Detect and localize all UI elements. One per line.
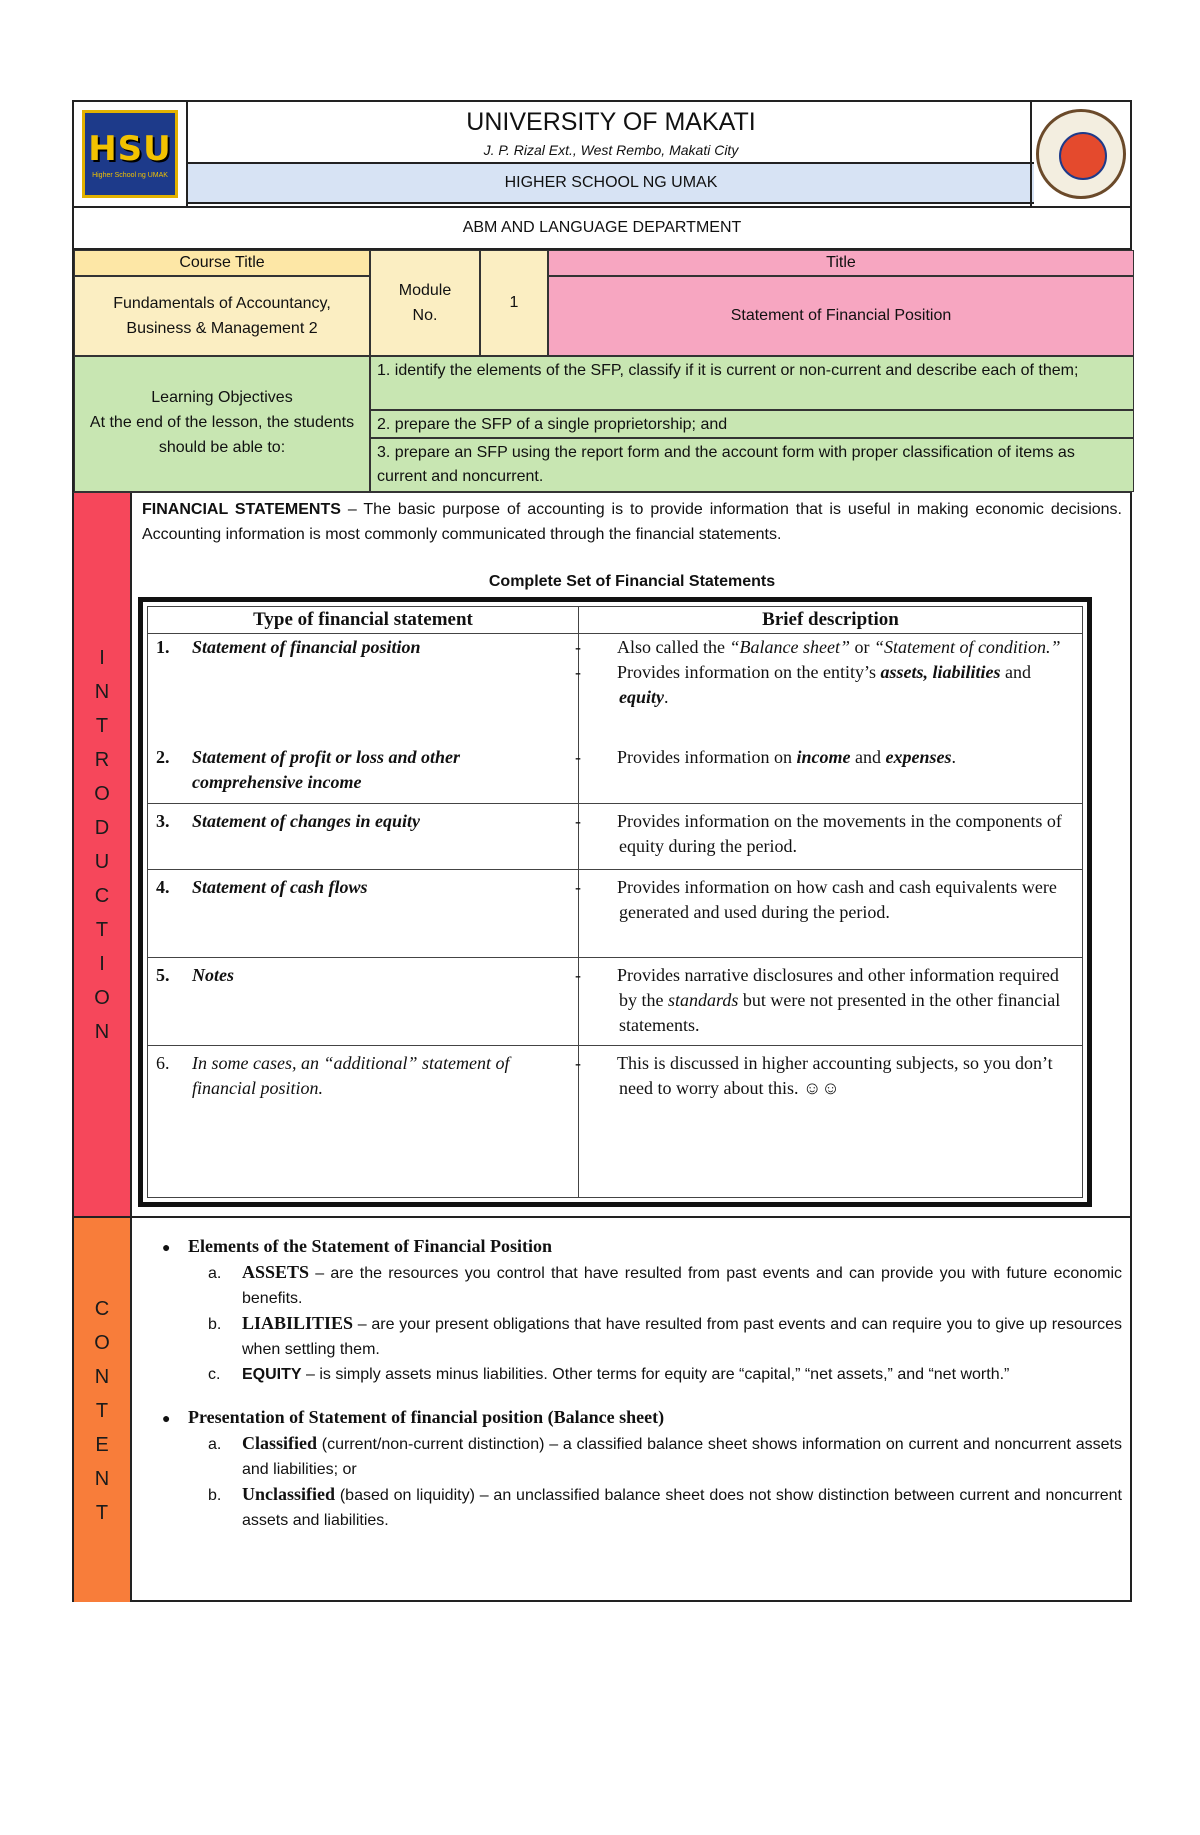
introduction-side-label	[74, 647, 130, 1055]
intro-letter: I	[99, 647, 105, 669]
fs-row-number: 5.	[156, 965, 170, 985]
presentation-heading	[142, 1405, 1122, 1431]
fs-desc-text: or	[849, 637, 874, 657]
complete-set-title: Complete Set of Financial Statements	[488, 573, 776, 590]
presentation-item	[142, 1482, 1122, 1533]
fs-row-type	[148, 1049, 578, 1103]
fs-row-type	[148, 807, 578, 836]
fs-desc-text: but were not presented in the other financial statements.	[619, 990, 1061, 1035]
content-letter: C	[94, 1298, 110, 1320]
content-letter: T	[95, 1502, 109, 1524]
intro-letter: D	[94, 817, 110, 839]
school-name: HIGHER SCHOOL NG UMAK	[188, 162, 1034, 204]
module-number: 1	[480, 250, 548, 356]
intro-letter: O	[94, 987, 110, 1009]
module-title: Statement of Financial Position	[548, 276, 1134, 356]
department-name: ABM AND LANGUAGE DEPARTMENT	[72, 206, 1132, 250]
introduction-section	[72, 492, 1132, 1216]
fs-row-number: 6.	[156, 1053, 170, 1073]
university-address: J. P. Rizal Ext., West Rembo, Makati City	[483, 142, 739, 158]
fs-desc-text: and	[1000, 662, 1031, 682]
intro-letter: T	[95, 919, 109, 941]
fs-desc-emph: assets, liabilities	[880, 662, 1001, 682]
fs-desc-text: and	[850, 747, 886, 767]
content-body	[142, 1234, 1122, 1533]
fs-row-description: - This is discussed in higher accounting subjects, so you don’t need to worry about this. ☺☺	[575, 1053, 1053, 1098]
fs-desc-text: Also called the	[617, 637, 730, 657]
item-term: Classified	[242, 1433, 318, 1453]
content-letter: T	[95, 1400, 109, 1422]
content-side-bar	[74, 1218, 132, 1602]
introduction-side-bar	[74, 493, 132, 1217]
fs-type-text: Statement of profit or loss and other comprehensive income	[192, 747, 461, 792]
fs-row-type	[148, 961, 578, 990]
learning-objectives-label	[74, 356, 370, 492]
fs-desc-italic: “Statement of condition.”	[873, 637, 1061, 657]
fs-type-text: Statement of cash flows	[192, 877, 368, 897]
bullet-icon: ●	[162, 1410, 171, 1426]
fs-row-type	[148, 743, 578, 797]
hsu-logo-subtext: Higher School ng UMAK	[92, 171, 168, 179]
elements-heading	[142, 1234, 1122, 1260]
seal-emblem	[1059, 132, 1107, 180]
fs-desc-italic: “Balance sheet”	[729, 637, 850, 657]
fs-row-divider	[148, 869, 1082, 870]
item-term: EQUITY	[242, 1366, 302, 1383]
item-term: LIABILITIES	[242, 1313, 354, 1333]
item-letter: c.	[208, 1366, 221, 1383]
item-text: – are the resources you control that have resulted from past events and can provide you with future economic benefits.	[242, 1265, 1122, 1307]
objective-2: 2. prepare the SFP of a single proprietorship; and	[370, 410, 1134, 438]
fs-row-description: - Provides information on income and expenses.	[575, 747, 956, 767]
content-side-label	[74, 1298, 130, 1536]
fs-lead-text: – The basic purpose of accounting is to provide information that is useful in making economic decisions. Accounting information is most commonly communicated through the financial statements.	[142, 501, 1123, 543]
fs-row-description: - Provides information on how cash and cash equivalents were generated and used during the period.	[575, 877, 1057, 922]
fs-row-type	[148, 633, 578, 662]
fs-desc-emph: income	[796, 747, 851, 767]
bullet-icon: ●	[162, 1239, 171, 1255]
university-name: UNIVERSITY OF MAKATI	[466, 108, 756, 136]
course-info-row	[72, 250, 1132, 356]
fs-row-divider	[148, 1045, 1082, 1046]
presentation-heading-text: Presentation of Statement of financial position (Balance sheet)	[188, 1407, 665, 1427]
fs-type-text: Notes	[192, 965, 234, 985]
module-page	[72, 100, 1132, 1602]
umak-seal-box	[1030, 102, 1130, 206]
fs-desc-line: - Provides information on the entity’s assets, liabilities and equity.	[575, 662, 1031, 707]
fs-header-type: Type of financial statement	[148, 607, 578, 634]
hsu-logo	[82, 110, 178, 198]
content-letter: O	[94, 1332, 110, 1354]
fs-type-text: Statement of changes in equity	[192, 811, 421, 831]
fs-desc-emph: equity	[619, 687, 664, 707]
intro-letter: I	[99, 953, 105, 975]
elements-heading-text: Elements of the Statement of Financial Position	[188, 1236, 552, 1256]
fs-desc-text: Provides information on the movements in the components of equity during the period.	[617, 811, 1062, 856]
header-center	[188, 102, 1034, 206]
objective-1: 1. identify the elements of the SFP, classify if it is current or non-current and describe each of them;	[370, 356, 1134, 410]
module-label: Module No.	[370, 250, 480, 356]
fs-header-description: Brief description	[579, 607, 1082, 634]
fs-row-type	[148, 873, 578, 902]
umak-seal	[1036, 109, 1126, 199]
item-term: Unclassified	[242, 1484, 336, 1504]
fs-desc-text: Provides information on	[617, 747, 797, 767]
fs-table-inner	[147, 606, 1083, 1198]
fs-row-number: 1.	[156, 637, 170, 657]
element-item	[142, 1260, 1122, 1311]
fs-desc-emph: expenses	[885, 747, 952, 767]
fs-row-number: 4.	[156, 877, 170, 897]
presentation-item	[142, 1431, 1122, 1482]
fs-desc-text: Provides narrative disclosures and other information required by the	[617, 965, 1059, 1010]
fs-row-divider	[148, 957, 1082, 958]
fs-row-number: 3.	[156, 811, 170, 831]
item-term: ASSETS	[242, 1262, 310, 1282]
content-letter: E	[95, 1434, 109, 1456]
fs-desc-text: .	[664, 687, 669, 707]
objective-3: 3. prepare an SFP using the report form and the account form with proper classification of items as current and noncurrent.	[370, 438, 1134, 492]
fs-row-description	[575, 633, 1082, 712]
fs-desc-text: Provides information on how cash and cash equivalents were generated and used during the period.	[617, 877, 1057, 922]
financial-statements-paragraph	[142, 497, 1122, 547]
content-letter: N	[94, 1468, 110, 1490]
content-section	[72, 1216, 1132, 1602]
fs-desc-text: Provides information on the entity’s	[617, 662, 881, 682]
item-text: – are your present obligations that have resulted from past events and can require you to give up resources when settling them.	[242, 1316, 1122, 1358]
title-label: Title	[548, 250, 1134, 276]
hsu-logo-box	[74, 102, 188, 206]
financial-statements-table	[138, 597, 1092, 1207]
fs-row-divider	[148, 803, 1082, 804]
fs-type-text: Statement of financial position	[192, 637, 421, 657]
fs-lead-term: FINANCIAL STATEMENTS	[142, 501, 341, 518]
item-letter: a.	[208, 1436, 222, 1453]
item-letter: b.	[208, 1487, 222, 1504]
hsu-logo-text: HSU	[88, 128, 172, 169]
intro-letter: T	[95, 715, 109, 737]
university-header	[72, 100, 1132, 206]
fs-type-text: In some cases, an “additional” statement of financial position.	[192, 1053, 510, 1098]
element-item	[142, 1311, 1122, 1362]
intro-letter: N	[94, 681, 110, 703]
item-letter: a.	[208, 1265, 222, 1282]
item-text: (based on liquidity) – an unclassified balance sheet does not show distinction between current and noncurrent assets and liabilities.	[242, 1487, 1122, 1529]
objectives-heading: Learning Objectives	[151, 389, 293, 406]
intro-letter: O	[94, 783, 110, 805]
fs-desc-text: This is discussed in higher accounting subjects, so you don’t need to worry about this. ☺☺	[617, 1053, 1053, 1098]
item-text: – is simply assets minus liabilities. Other terms for equity are “capital,” “net assets,” and “net worth.”	[301, 1366, 1010, 1383]
objectives-intro: At the end of the lesson, the students should be able to:	[89, 414, 355, 456]
fs-desc-line: - Also called the “Balance sheet” or “Statement of condition.”	[575, 637, 1061, 657]
intro-letter: C	[94, 885, 110, 907]
item-letter: b.	[208, 1316, 222, 1333]
fs-row-description: - Provides information on the movements in the components of equity during the period.	[575, 811, 1062, 856]
intro-letter: U	[94, 851, 110, 873]
fs-row-description: - Provides narrative disclosures and other information required by the standards but were not presented in the other financial statements.	[575, 965, 1061, 1035]
fs-row-number: 2.	[156, 747, 170, 767]
course-title-value: Fundamentals of Accountancy, Business & Management 2	[74, 276, 370, 356]
course-title-label: Course Title	[74, 250, 370, 276]
intro-letter: N	[94, 1021, 110, 1043]
element-item	[142, 1362, 1122, 1387]
content-letter: N	[94, 1366, 110, 1388]
fs-desc-text: .	[951, 747, 956, 767]
learning-objectives-row	[72, 356, 1132, 492]
item-text: (current/non-current distinction) – a classified balance sheet shows information on current and noncurrent assets and liabilities; or	[242, 1436, 1122, 1478]
fs-desc-italic: standards	[668, 990, 739, 1010]
intro-letter: R	[94, 749, 110, 771]
